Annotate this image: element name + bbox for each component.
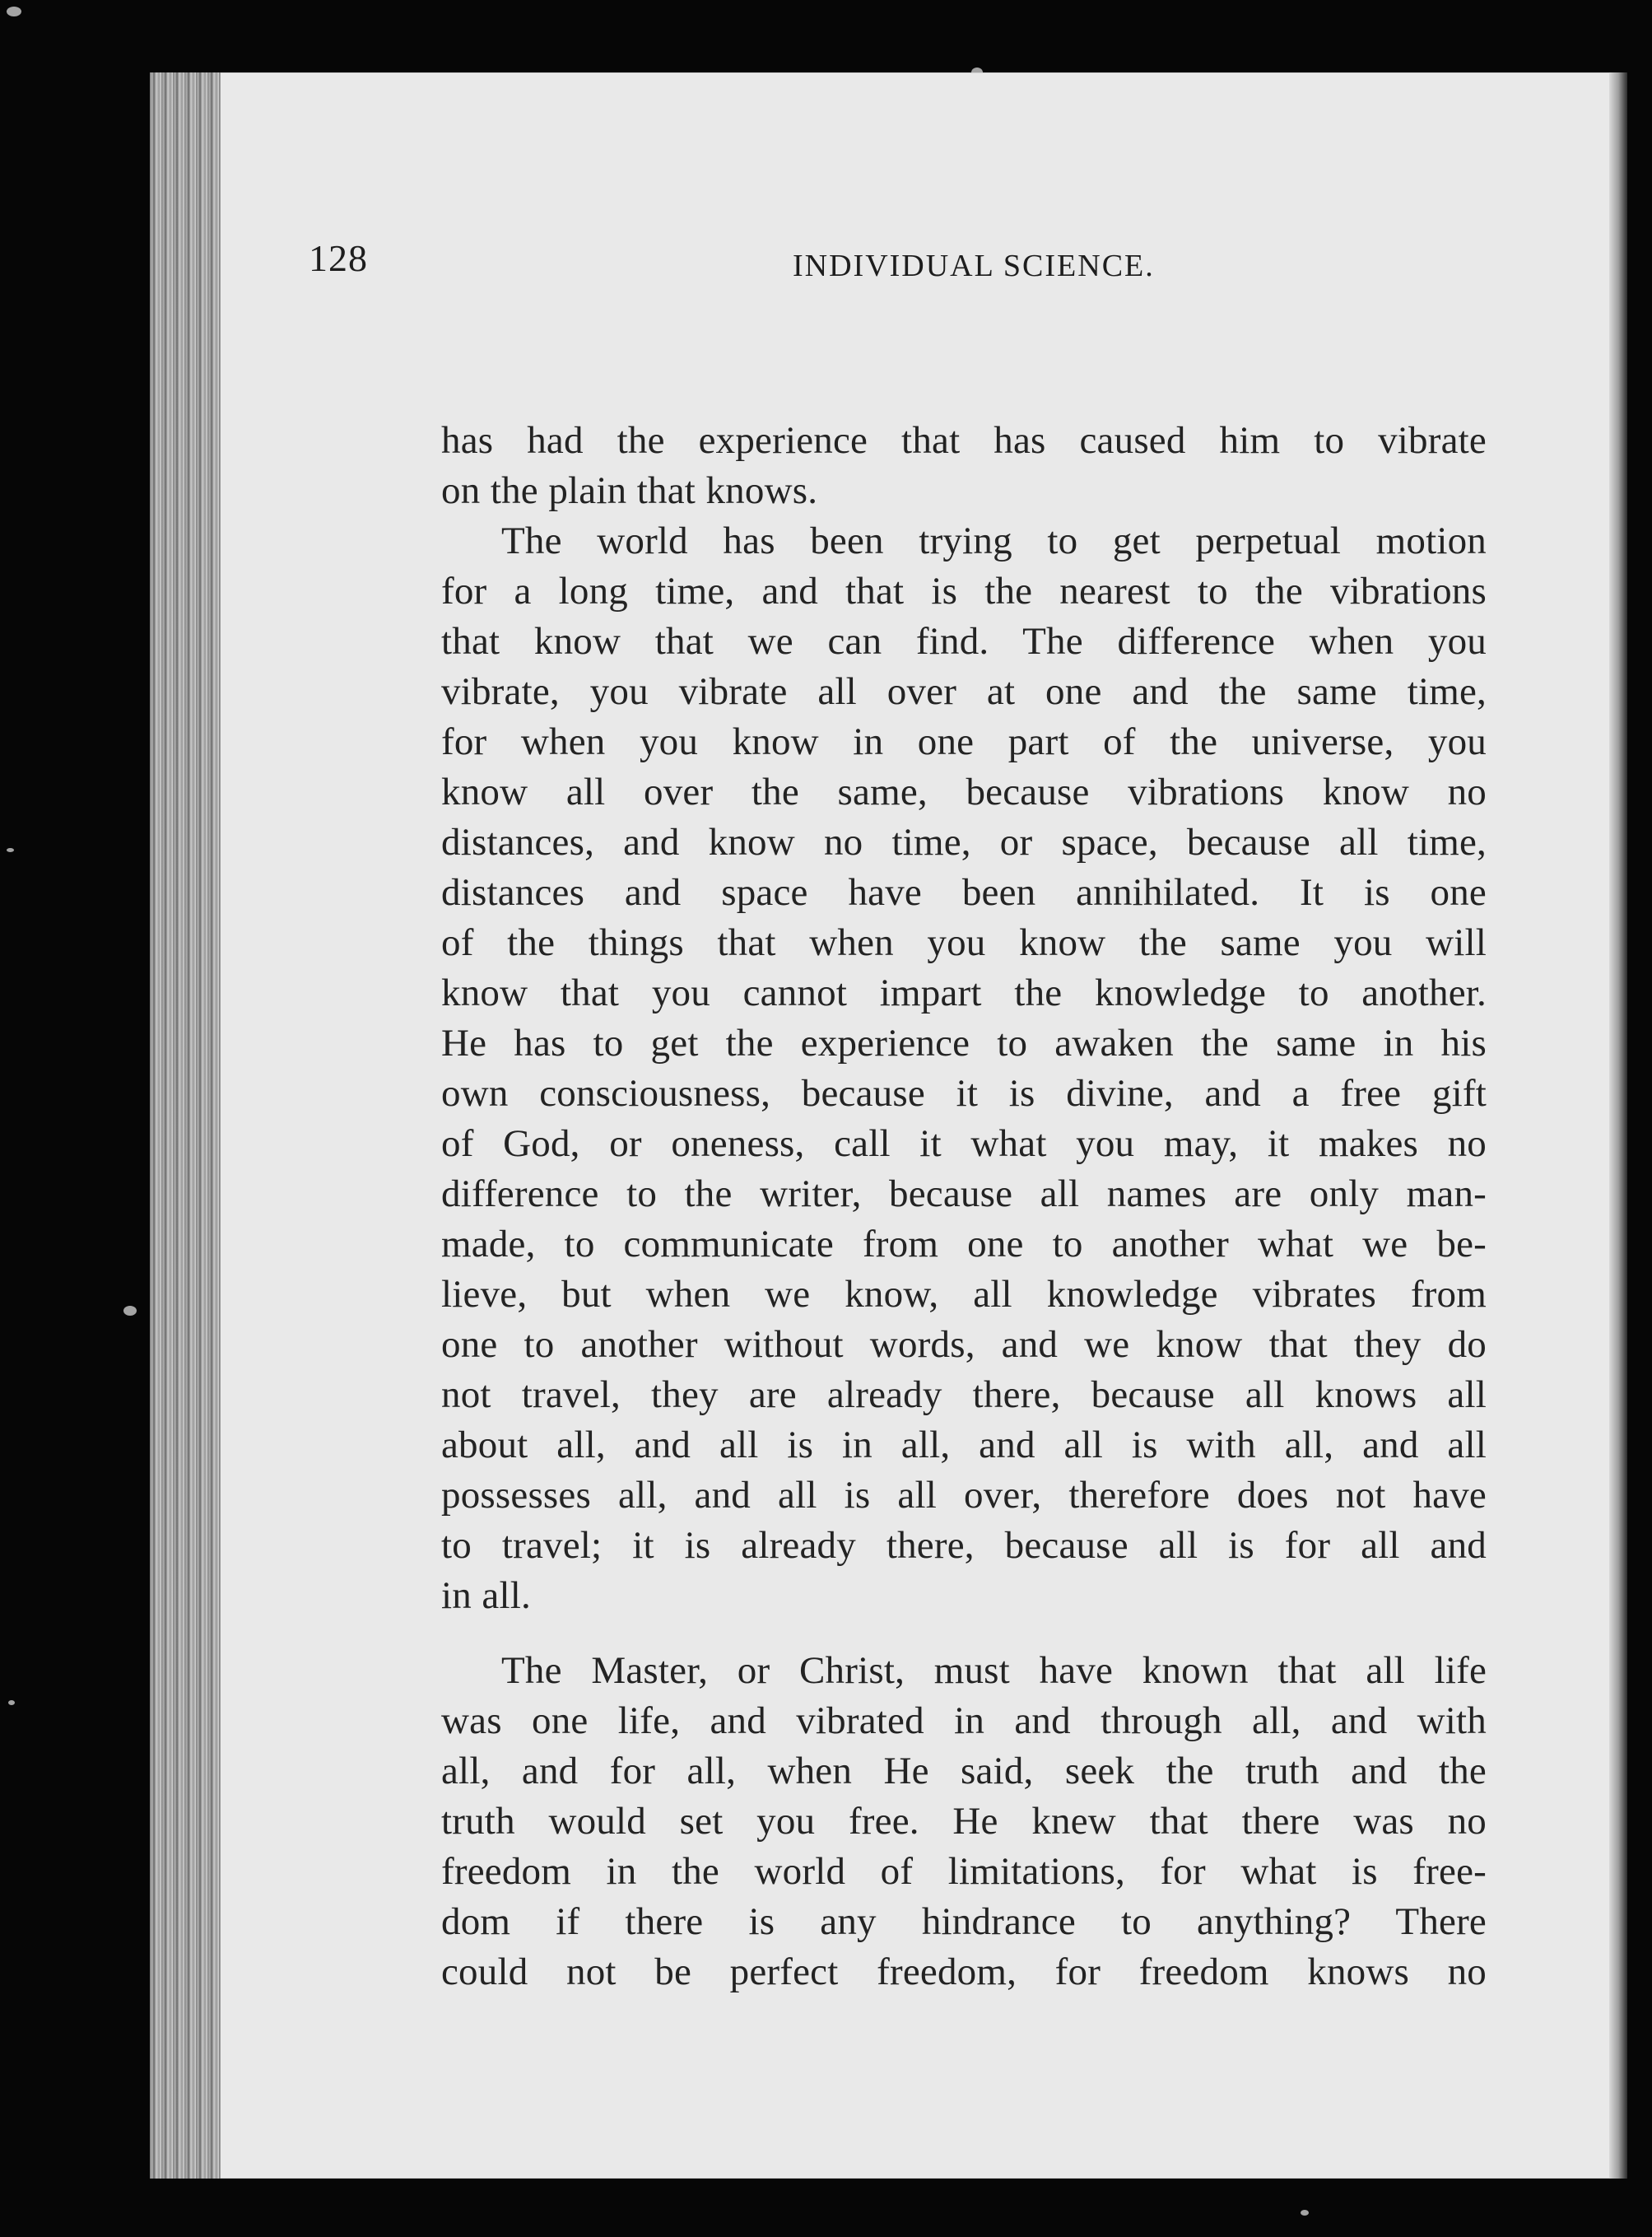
- text-line: freedom in the world of limitations, for what is free-: [441, 1850, 1487, 1893]
- text-line: The world has been trying to get perpetual motion: [501, 520, 1487, 562]
- book-binding-edge: [150, 72, 221, 2179]
- text-line: distances and space have been annihilated. It is one: [441, 871, 1487, 914]
- text-line: was one life, and vibrated in and through all, and with: [441, 1699, 1487, 1742]
- text-line: truth would set you free. He knew that there was no: [441, 1800, 1487, 1843]
- text-line: to travel; it is already there, because all is for all and: [441, 1524, 1487, 1567]
- page-number: 128: [309, 237, 368, 279]
- text-line: could not be perfect freedom, for freedom knows no: [441, 1950, 1487, 1993]
- body-text: [441, 416, 1487, 1997]
- paragraph-spacing: [441, 1621, 1487, 1646]
- paragraph: [441, 1646, 1487, 1997]
- scan-speck: [7, 7, 21, 16]
- text-line: that know that we can find. The difference when you: [441, 620, 1487, 663]
- paragraph: [441, 416, 1487, 516]
- text-line: own consciousness, because it is divine, and a free gift: [441, 1072, 1487, 1115]
- text-line: He has to get the experience to awaken the same in his: [441, 1022, 1487, 1065]
- scan-speck: [8, 1700, 15, 1705]
- text-line: has had the experience that has caused him to vibrate: [441, 419, 1487, 462]
- text-line: of God, or oneness, call it what you may, it makes no: [441, 1122, 1487, 1165]
- text-line: for a long time, and that is the nearest to the vibrations: [441, 570, 1487, 613]
- page-edge-shadow: [1609, 72, 1627, 2179]
- text-line: made, to communicate from one to another what we be-: [441, 1223, 1487, 1265]
- text-line: for when you know in one part of the universe, you: [441, 720, 1487, 763]
- text-line: about all, and all is in all, and all is with all, and all: [441, 1424, 1487, 1466]
- text-line: The Master, or Christ, must have known that all life: [501, 1649, 1487, 1692]
- text-line: possesses all, and all is all over, therefore does not have: [441, 1474, 1487, 1517]
- scan-speck: [1301, 2210, 1309, 2216]
- text-line: in all.: [441, 1574, 531, 1617]
- text-line: know all over the same, because vibrations know no: [441, 771, 1487, 813]
- text-line: difference to the writer, because all names are only man-: [441, 1172, 1487, 1215]
- text-line: lieve, but when we know, all knowledge vibrates from: [441, 1273, 1487, 1316]
- text-line: on the plain that knows.: [441, 469, 818, 512]
- text-line: distances, and know no time, or space, because all time,: [441, 821, 1487, 864]
- text-line: of the things that when you know the same you will: [441, 921, 1487, 964]
- running-header: [309, 238, 1412, 296]
- text-line: all, and for all, when He said, seek the truth and the: [441, 1750, 1487, 1792]
- scan-speck: [123, 1306, 137, 1316]
- text-line: dom if there is any hindrance to anything? There: [441, 1900, 1487, 1943]
- paragraph: [441, 516, 1487, 1621]
- running-title: INDIVIDUAL SCIENCE.: [793, 249, 1155, 283]
- text-line: vibrate, you vibrate all over at one and the same time,: [441, 670, 1487, 713]
- text-line: know that you cannot impart the knowledge to another.: [441, 972, 1487, 1014]
- text-line: one to another without words, and we know that they do: [441, 1323, 1487, 1366]
- scan-speck: [7, 848, 14, 852]
- text-line: not travel, they are already there, because all knows all: [441, 1373, 1487, 1416]
